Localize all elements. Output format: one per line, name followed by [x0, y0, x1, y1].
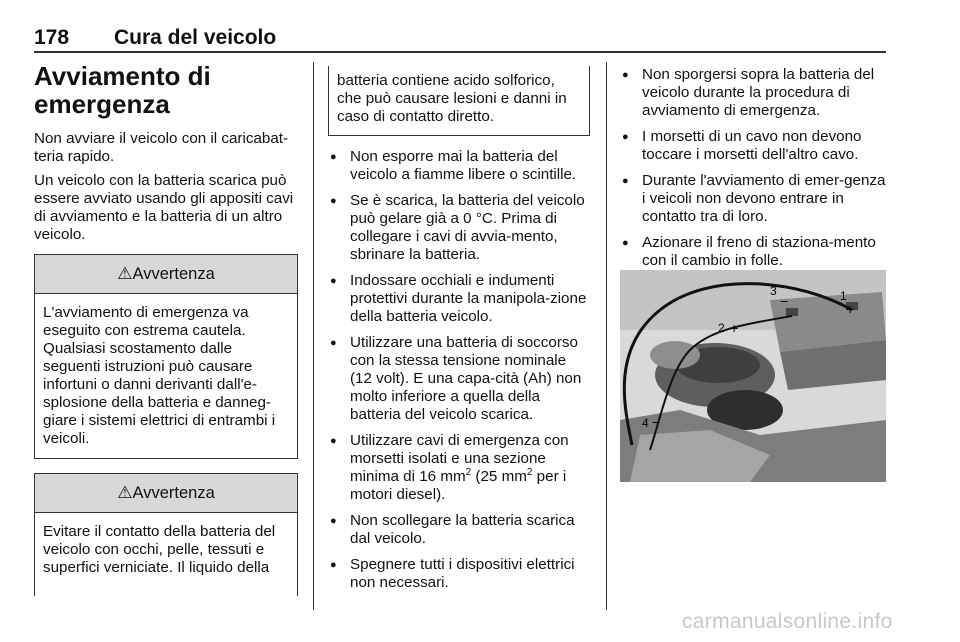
figure-label-2: 2 [718, 321, 725, 335]
paragraph-1: Non avviare il veicolo con il caricabat-teria rapido. [34, 130, 289, 165]
warning-body: L'avviamento di emergenza va eseguito con estrema cautela. Qualsiasi scostamento dalle seguenti istruzioni può causare infortuni o danni derivanti dall'e-splosione della batteria e danneg-giare i sistemi elettrici di entrambi i veicoli. [43, 304, 276, 447]
warning-body: Evitare il contatto della batteria del veicolo con occhi, pelle, tessuti e superfici verniciate. Il liquido della [43, 523, 276, 576]
figure-label-4: 4 [642, 416, 649, 430]
watermark: carmanualsonline.info [682, 610, 893, 633]
page-header [34, 26, 276, 50]
figure-minus-sign: − [780, 293, 789, 309]
warning-header [35, 474, 297, 513]
list-item: ● I morsetti di un cavo non devono toccare i morsetti dell'altro cavo. [620, 128, 890, 164]
warning-box-continued: batteria contiene acido solforico, che può causare lesioni e danni in caso di contatto diretto. [328, 66, 590, 136]
column-1 [34, 62, 298, 596]
precautions-list [328, 148, 590, 592]
section-heading: Avviamento di emergenza [34, 61, 211, 119]
warning-triangle-icon: ⚠ [117, 483, 133, 502]
list-item: ● Utilizzare una batteria di soccorso con la stessa tensione nominale (12 volt). E una capa-cità (Ah) non molto inferiore a quella della batteria del veicolo scarica. [328, 334, 590, 424]
figure-plus-sign: + [730, 320, 739, 336]
list-item: ● Se è scarica, la batteria del veicolo può gelare già a 0 °C. Prima di collegare i cavi di avvia-mento, sbrinare la batteria. [328, 192, 590, 264]
negative-terminal [786, 308, 798, 316]
column-3 [620, 66, 890, 278]
figure-plus-sign: + [846, 301, 855, 317]
column-divider-2 [606, 62, 607, 610]
precautions-list [620, 66, 890, 270]
paragraph-2: Un veicolo con la batteria scarica può essere avviato usando gli appositi cavi di avviamento e la batteria di un altro veicolo. [34, 172, 294, 243]
figure-label-3: 3 [770, 284, 777, 298]
header-rule [34, 51, 886, 53]
list-item: ● Non scollegare la batteria scarica dal veicolo. [328, 512, 590, 548]
column-2 [328, 66, 590, 600]
figure-label-1: 1 [840, 289, 847, 303]
list-item: ● Durante l'avviamento di emer-genza i veicoli non devono entrare in contatto tra di loro. [620, 172, 890, 226]
jump-start-battery-figure [620, 270, 886, 482]
warning-box-2 [34, 473, 298, 596]
section-title: Cura del veicolo [114, 26, 277, 49]
list-item: ● Azionare il freno di staziona-mento con il cambio in folle. [620, 234, 890, 270]
warning-header [35, 255, 297, 294]
warning-title: Avvertenza [132, 484, 215, 502]
figure-minus-sign: − [652, 414, 661, 430]
list-item: ● Utilizzare cavi di emergenza con morsetti isolati e una sezione minima di 16 $mm^2$ (25 $mm^2$ per i motori diesel). [328, 432, 590, 504]
list-item: ● Non sporgersi sopra la batteria del veicolo durante la procedura di avviamento di emergenza. [620, 66, 890, 120]
warning-box-1 [34, 254, 298, 459]
page-number: 178 [34, 26, 70, 49]
warning-triangle-icon: ⚠ [117, 264, 133, 283]
list-item: ● Non esporre mai la batteria del veicolo a fiamme libere o scintille. [328, 148, 590, 184]
list-item: ● Indossare occhiali e indumenti protettivi durante la manipola-zione della batteria veicolo. [328, 272, 590, 326]
column-divider-1 [313, 62, 314, 610]
list-item: ● Spegnere tutti i dispositivi elettrici non necessari. [328, 556, 590, 592]
warning-title: Avvertenza [132, 265, 215, 283]
